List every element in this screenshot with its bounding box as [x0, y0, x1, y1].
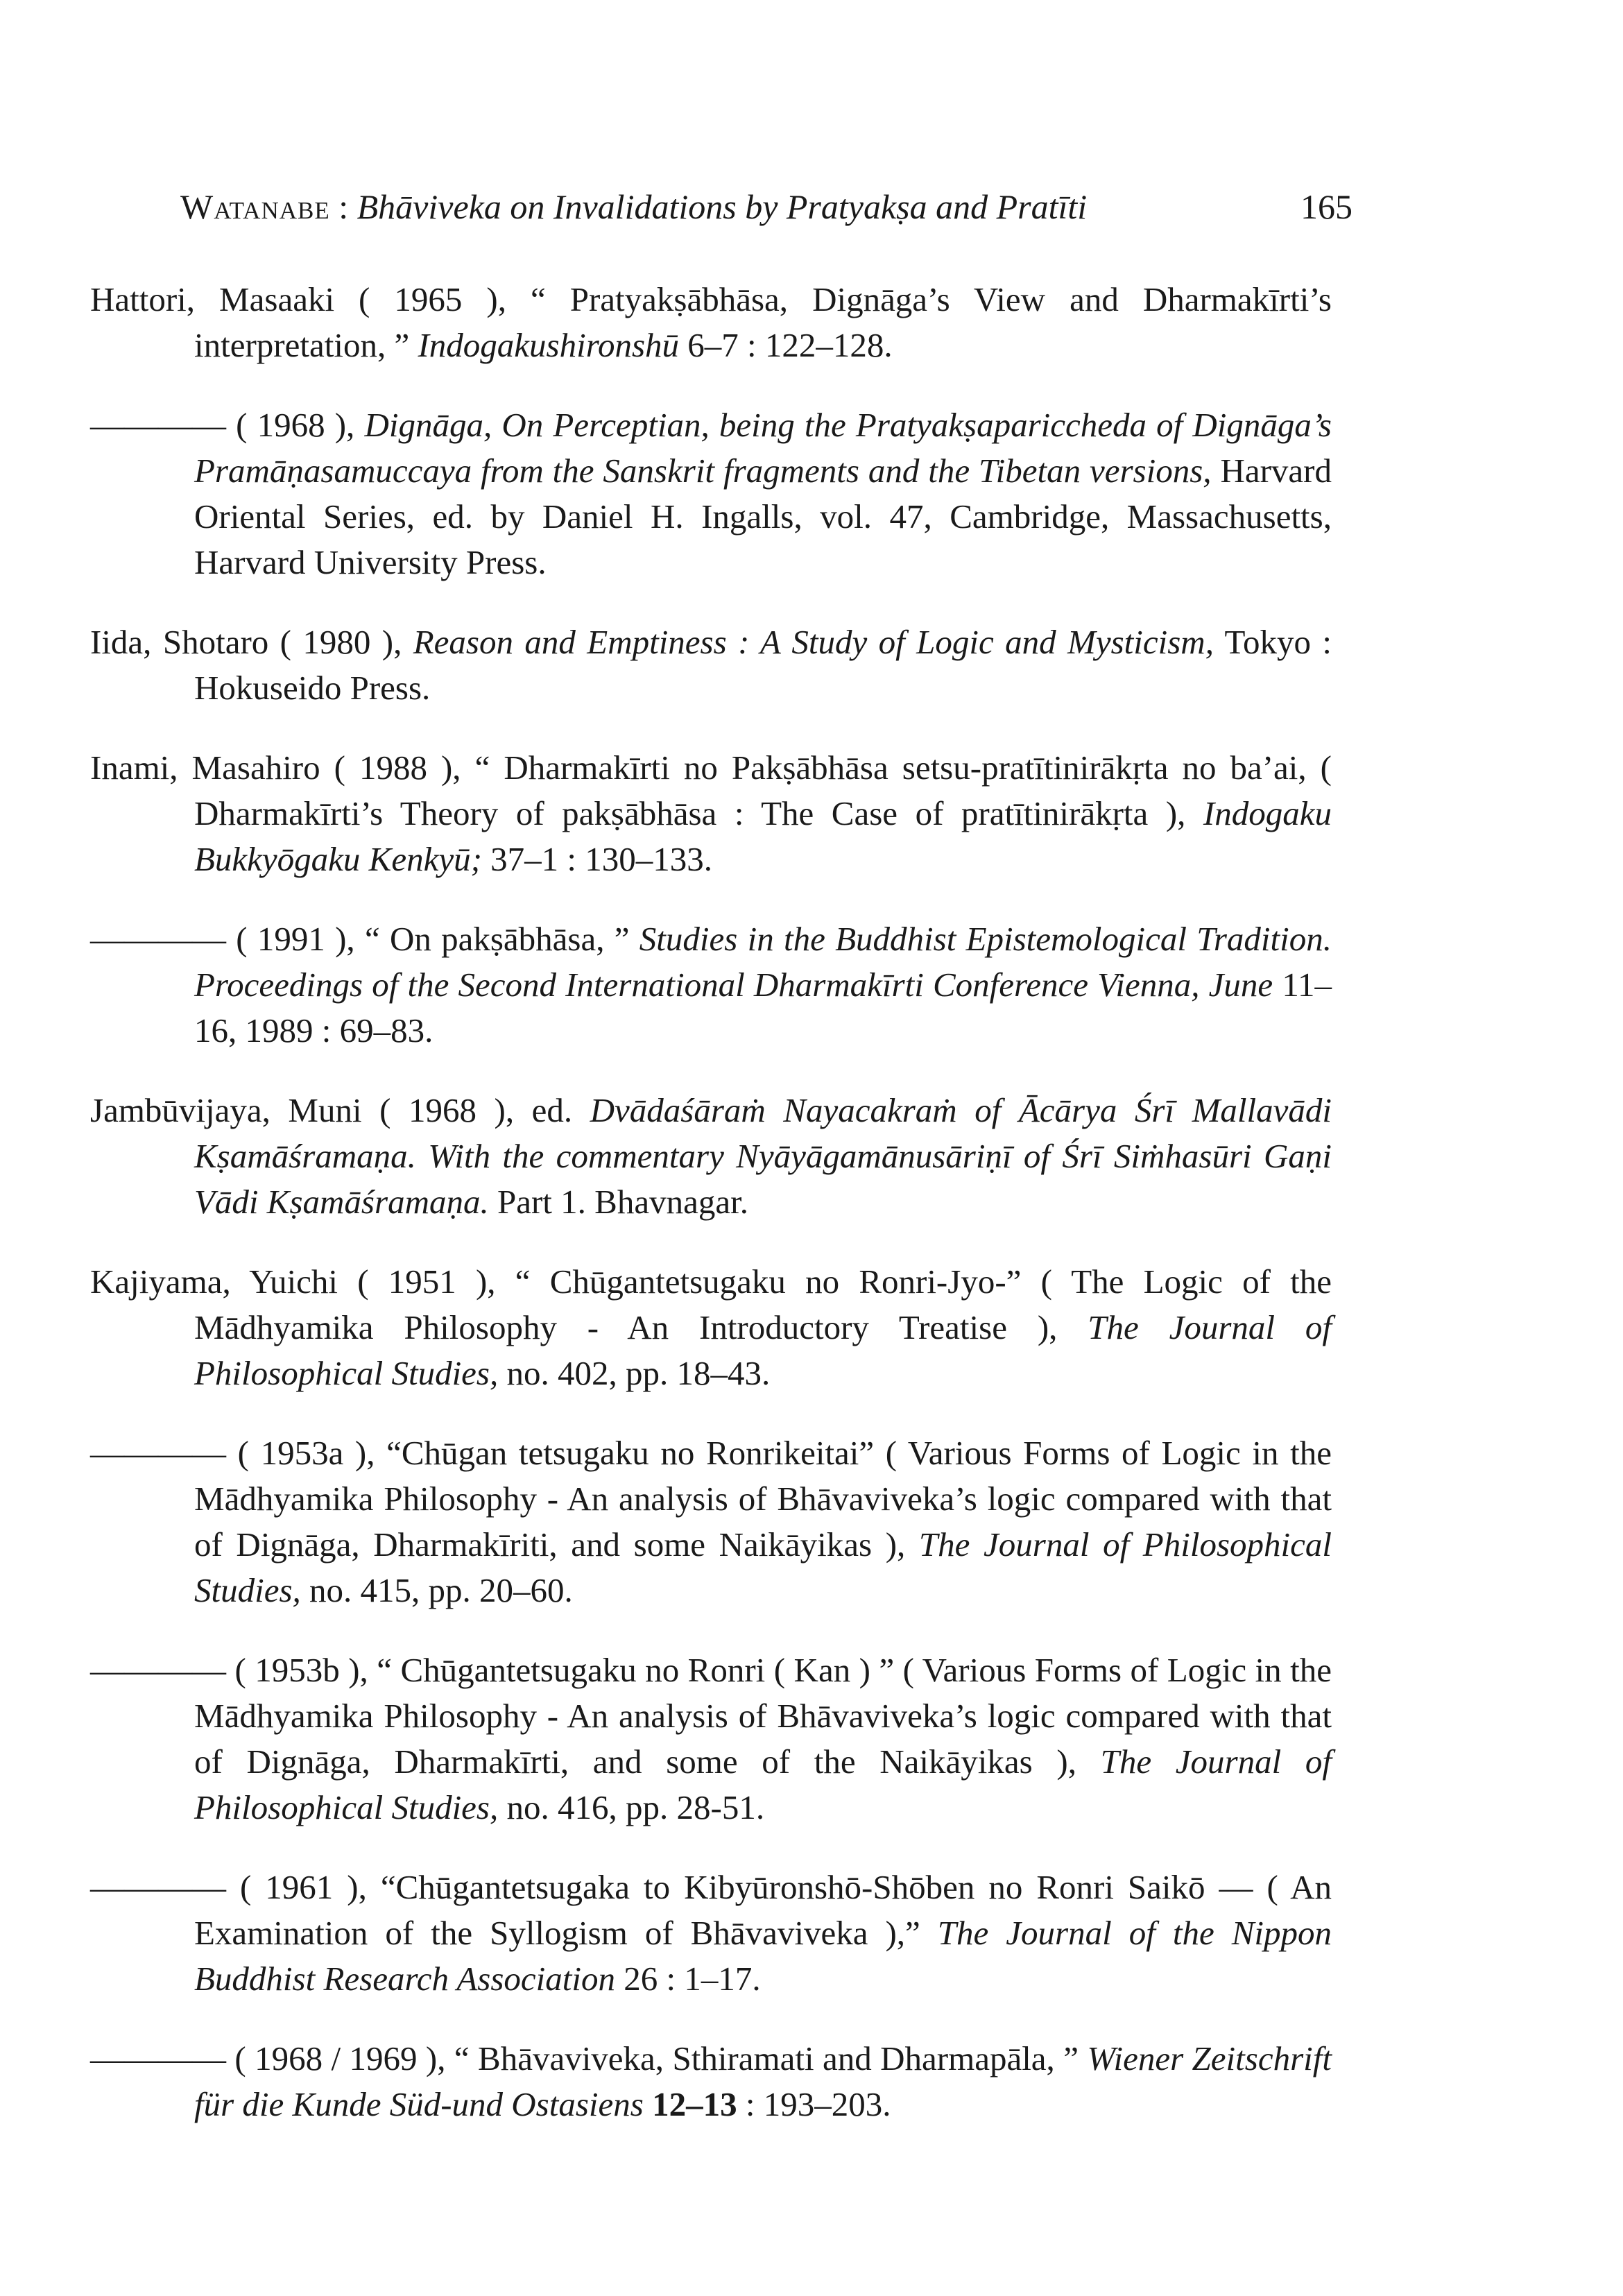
entry-tail: Harvard Oriental Series, ed. by Daniel H. Ingalls, vol. 47, Cambridge, Massachusetts, Harvard University Press.: [194, 452, 1332, 581]
header-title: Bhāviveka on Invalidations by Pratyakṣa and Pratīti: [357, 187, 1088, 226]
bib-entry-hattori-1965: [90, 277, 1332, 368]
entry-lead: Inami, Masahiro ( 1988 ), “ Dharmakīrti no Pakṣābhāsa setsu-pratītinirākṛta no ba’ai, ( Dharmakīrti’s Theory of pakṣābhāsa : The Case of pratītinirākṛta ),: [90, 748, 1332, 832]
bib-entry-inami-1988: [90, 745, 1332, 882]
entry-lead: Jambūvijaya, Muni ( 1968 ), ed.: [90, 1091, 590, 1129]
bibliography-list: [90, 243, 1332, 2143]
bib-entry-kajiyama-1961: [90, 1865, 1332, 2002]
entry-title: Dvādaśāraṁ Nayacakraṁ of Ācārya Śrī Mallavādi Kṣamāśramaṇa. With the commentary Nyāyāgamānusāriṇī of Śrī Siṁhasūri Gaṇi Vādi Kṣamāśramaṇa.: [194, 1091, 1332, 1221]
bib-entry-kajiyama-1953a: [90, 1430, 1332, 1613]
entry-tail: no. 415, pp. 20–60.: [300, 1571, 573, 1609]
entry-title: Indogaku Bukkyōgaku Kenkyū;: [194, 794, 1332, 878]
entry-title: Wiener Zeitschrift für die Kunde Süd-und Ostasiens: [194, 2039, 1332, 2123]
header-author: Watanabe: [180, 187, 330, 226]
running-head: [180, 186, 1352, 228]
entry-title: The Journal of Philosophical Studies,: [194, 1525, 1332, 1609]
entry-lead: ———— ( 1953a ), “Chūgan tetsugaku no Ronrikeitai” ( Various Forms of Logic in the Mādhyamika Philosophy - An analysis of Bhāvaviveka’s logic compared with that of Dignāga, Dharmakīriti, and some Naikāyikas ),: [90, 1434, 1332, 1563]
entry-lead: Hattori, Masaaki ( 1965 ), “ Pratyakṣābhāsa, Dignāga’s View and Dharmakīrti’s interpretation, ”: [90, 280, 1332, 364]
entry-lead: ———— ( 1991 ), “ On pakṣābhāsa, ”: [90, 920, 639, 958]
entry-title: Reason and Emptiness : A Study of Logic and Mysticism,: [413, 623, 1214, 661]
entry-lead: Iida, Shotaro ( 1980 ),: [90, 623, 413, 661]
entry-tail: Part 1. Bhavnagar.: [488, 1183, 748, 1221]
bib-entry-kajiyama-1968: [90, 2036, 1332, 2127]
entry-tail: no. 416, pp. 28-51.: [498, 1788, 765, 1826]
bib-entry-hattori-1968: [90, 402, 1332, 585]
entry-tail: Tokyo : Hokuseido Press.: [194, 623, 1332, 707]
entry-lead: ———— ( 1968 / 1969 ), “ Bhāvaviveka, Sthiramati and Dharmapāla, ”: [90, 2039, 1088, 2077]
entry-title: The Journal of Philosophical Studies,: [194, 1308, 1332, 1392]
bib-entry-inami-1991: [90, 916, 1332, 1054]
entry-tail: : 193–203.: [737, 2085, 891, 2123]
entry-tail: 37–1 : 130–133.: [481, 840, 713, 878]
header-separator: :: [329, 187, 357, 226]
entry-tail: no. 402, pp. 18–43.: [498, 1354, 771, 1392]
bib-entry-jambuvijaya-1968: [90, 1088, 1332, 1225]
entry-title: Dignāga, On Perceptian, being the Pratyakṣapariccheda of Dignāga’s Pramāṇasamuccaya from the Sanskrit fragments and the Tibetan versions,: [194, 406, 1332, 490]
entry-title: The Journal of Philosophical Studies,: [194, 1742, 1332, 1826]
entry-lead: ———— ( 1961 ), “Chūgantetsugaka to Kibyūronshō-Shōben no Ronri Saikō — ( An Examination of the Syllogism of Bhāvaviveka ),”: [90, 1868, 1332, 1952]
bib-entry-iida-1980: [90, 619, 1332, 711]
entry-title: The Journal of the Nippon Buddhist Research Association: [194, 1914, 1332, 1998]
page-number: 165: [1300, 187, 1352, 226]
entry-lead: ———— ( 1953b ), “ Chūgantetsugaku no Ronri ( Kan ) ” ( Various Forms of Logic in the Mādhyamika Philosophy - An analysis of Bhāvaviveka’s logic compared with that of Dignāga, Dharmakīrti, and some of the Naikāyikas ),: [90, 1651, 1332, 1781]
bib-entry-kajiyama-1953b: [90, 1647, 1332, 1831]
entry-tail: 6–7 : 122–128.: [679, 326, 893, 364]
entry-volume: 12–13: [643, 2085, 737, 2123]
entry-tail: 26 : 1–17.: [615, 1960, 761, 1998]
entry-lead: ———— ( 1968 ),: [90, 406, 365, 444]
entry-tail: 11–16, 1989 : 69–83.: [194, 966, 1332, 1050]
entry-lead: Kajiyama, Yuichi ( 1951 ), “ Chūgantetsugaku no Ronri-Jyo-” ( The Logic of the Mādhyamika Philosophy - An Introductory Treatise ),: [90, 1262, 1332, 1346]
bib-entry-kajiyama-1951: [90, 1259, 1332, 1396]
entry-title: Studies in the Buddhist Epistemological Tradition. Proceedings of the Second International Dharmakīrti Conference Vienna, June: [194, 920, 1332, 1004]
entry-title: Indogakushironshū: [418, 326, 680, 364]
